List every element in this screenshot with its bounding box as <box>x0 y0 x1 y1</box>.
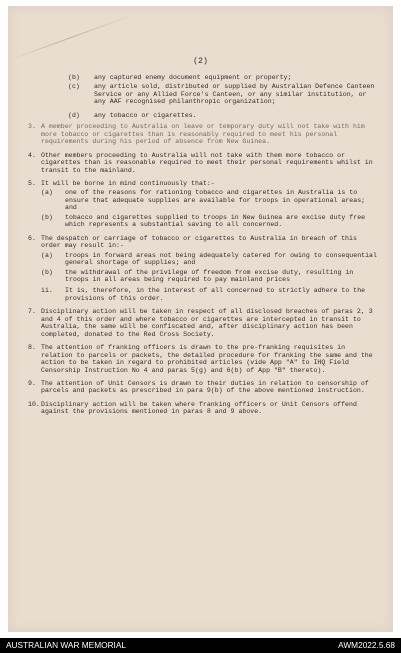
item-label: (d) <box>68 111 80 119</box>
paragraph-number: 9. <box>28 379 36 387</box>
item-label: ii. <box>41 287 53 295</box>
paragraph-text: Disciplinary action will be taken in respect of all disclosed breaches of paras 2, 3 and 4 of this order and where tobacco or cigarettes are intercepted in transit to Australia, the same will be confiscated and, after disciplinary action has been completed, donated to the Red Cross Society. <box>41 308 373 338</box>
item-label: (b) <box>68 74 80 81</box>
archive-footer <box>0 638 401 653</box>
paragraph-10 <box>28 401 378 416</box>
item-label: (a) <box>41 189 53 197</box>
list-item <box>41 214 378 229</box>
paragraph-number: 4. <box>28 151 36 159</box>
item-label: (a) <box>41 251 53 259</box>
list-item <box>41 287 378 302</box>
paragraph-5 <box>28 180 378 229</box>
paragraph-9 <box>28 380 378 395</box>
paragraph-7 <box>28 308 378 338</box>
paragraph-8 <box>28 344 378 374</box>
paragraph-text: The despatch or carriage of tobacco or cigarettes to Australia in breach of this order may result in:- <box>41 234 357 250</box>
paragraph-text: A member proceeding to Australia on leave or temporary duty will not take with him more tobacco or cigarettes than is reasonably required to meet his personal requirements during his period of absence from New Guinea. <box>41 123 365 146</box>
item-text: tobacco and cigarettes supplied to troops in New Guinea are excise duty free which represents a substantial saving to all concerned. <box>65 213 366 229</box>
item-text: any captured enemy document equipment or property; <box>94 74 292 81</box>
document-body <box>28 72 378 422</box>
paragraph-text: It will be borne in mind continuously that:- <box>41 179 215 187</box>
list-item <box>41 252 378 267</box>
paragraph-3 <box>28 123 378 145</box>
footer-accession-number: AWM2022.5.68 <box>338 640 395 650</box>
list-item <box>68 74 378 81</box>
list-item <box>68 83 378 105</box>
list-item <box>41 189 378 211</box>
paragraph-number: 10. <box>28 400 40 408</box>
paragraph-4 <box>28 152 378 174</box>
list-item <box>41 269 378 284</box>
item-text: It is, therefore, in the interest of all concerned to strictly adhere to the provisions of this order. <box>65 287 366 302</box>
item-text: troops in forward areas not being adequately catered for owing to consequential general shortage of supplies; and <box>65 251 377 267</box>
item-text: any tobacco or cigarettes. <box>94 111 197 119</box>
continued-list <box>28 74 378 119</box>
paragraph-6 <box>28 235 378 303</box>
paragraph-text: Disciplinary action will be taken where franking officers or Unit Censors offend against the provisions mentioned in paras 8 and 9 above. <box>41 400 357 416</box>
paragraph-number: 5. <box>28 179 36 187</box>
item-text: one of the reasons for rationing tobacco and cigarettes in Australia is to ensure that adequate supplies are available for troops in operational areas; and <box>65 189 366 212</box>
item-label: (b) <box>41 268 53 276</box>
item-text: any article sold, distributed or supplied by Australian Defence Canteen Service or any Allied Force's Canteen, or any similar institution, or any AAF recognised philanthropic organization; <box>94 83 375 106</box>
paragraph-number: 8. <box>28 344 36 352</box>
list-item <box>68 112 378 119</box>
item-label: (b) <box>41 213 53 221</box>
paragraph-number: 6. <box>28 234 36 242</box>
footer-institution: AUSTRALIAN WAR MEMORIAL <box>6 640 127 650</box>
paragraph-text: Other members proceeding to Australia will not take with them more tobacco or cigarettes than is reasonable required to meet their personal requirements whilst in transit to the mainland. <box>41 151 373 174</box>
paragraph-number: 3. <box>28 123 36 131</box>
paragraph-number: 7. <box>28 308 36 316</box>
paragraph-text: The attention of franking officers is drawn to the pre-franking requisites in relation to parcels or packets, the detailed procedure for franking the same and the action to be taken in regard to prohibited articles (vide App "A" to IHQ Field Censorship Instruction No 4 and paras 5(g) and 6(b) of App "B" thereto). <box>41 344 373 374</box>
item-text: the withdrawal of the privilege of freedom from excise duty, resulting in troops in all areas being required to pay mainland prices <box>65 268 354 283</box>
page-number: (2) <box>193 57 208 66</box>
item-label: (c) <box>68 83 80 91</box>
paragraph-text: The attention of Unit Censors is drawn to their duties in relation to censorship of parcels and packets as prescribed in para 9(b) of the above mentioned instruction. <box>41 379 369 395</box>
